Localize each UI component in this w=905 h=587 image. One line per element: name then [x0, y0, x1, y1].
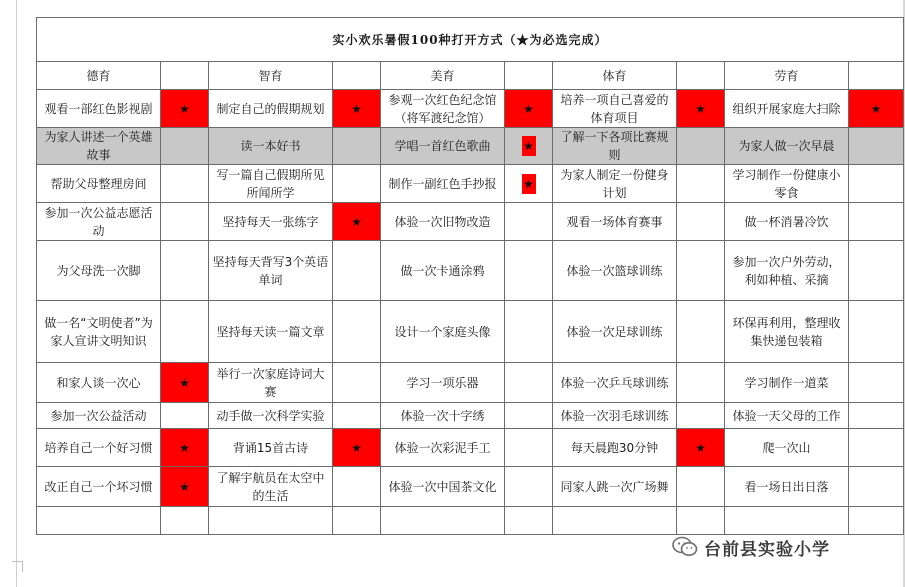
activity-cell: 为家人讲述一个英雄故事 — [37, 128, 161, 165]
table-row — [37, 467, 904, 507]
header-laoyu: 劳育 — [725, 62, 849, 90]
header-tiyu: 体育 — [553, 62, 677, 90]
activity-cell: 体验一次十字绣 — [381, 403, 505, 429]
activity-cell: 制定自己的假期规划 — [209, 90, 333, 128]
activity-cell: 帮助父母整理房间 — [37, 165, 161, 203]
activity-cell: 观看一部红色影视剧 — [37, 90, 161, 128]
star-cell — [333, 403, 381, 429]
star-cell — [677, 301, 725, 363]
activity-cell: 观看一场体育赛事 — [553, 203, 677, 241]
header-row — [37, 62, 904, 90]
margin-line — [16, 0, 17, 587]
required-star-mark: ★ — [849, 90, 904, 128]
activity-cell: 体验一次中国茶文化 — [381, 467, 505, 507]
activity-cell: 为父母洗一次脚 — [37, 241, 161, 301]
star-cell — [849, 363, 904, 403]
activity-cell — [553, 507, 677, 535]
star-cell — [849, 467, 904, 507]
star-cell — [333, 301, 381, 363]
activity-cell: 坚持每天一张练字 — [209, 203, 333, 241]
activity-cell: 学习制作一道菜 — [725, 363, 849, 403]
star-cell — [849, 403, 904, 429]
table-row — [37, 363, 904, 403]
required-star-mark: ★ — [677, 90, 725, 128]
star-cell — [333, 467, 381, 507]
activity-cell: 环保再利用，整理收集快递包装箱 — [725, 301, 849, 363]
star-cell — [161, 241, 209, 301]
activity-cell: 了解一下各项比赛规则 — [553, 128, 677, 165]
star-cell — [505, 429, 553, 467]
activity-cell: 参加一次公益活动 — [37, 403, 161, 429]
star-cell — [161, 203, 209, 241]
required-star-mark: ★ — [505, 90, 553, 128]
activity-cell: 坚持每天读一篇文章 — [209, 301, 333, 363]
table-row — [37, 241, 904, 301]
page-gutter — [0, 0, 36, 587]
activity-cell: 学习制作一份健康小零食 — [725, 165, 849, 203]
header-star-col — [677, 62, 725, 90]
star-cell — [677, 128, 725, 165]
activity-cell: 每天晨跑30分钟 — [553, 429, 677, 467]
star-cell — [677, 403, 725, 429]
activity-cell: 制作一副红色手抄报 — [381, 165, 505, 203]
star-cell — [333, 165, 381, 203]
activity-cell: 体验一次羽毛球训练 — [553, 403, 677, 429]
required-star-mark: ★ — [522, 174, 536, 194]
activity-cell — [725, 507, 849, 535]
header-deyu: 德育 — [37, 62, 161, 90]
activity-cell — [209, 507, 333, 535]
star-cell — [849, 165, 904, 203]
activity-cell: 做一名“文明使者”为家人宣讲文明知识 — [37, 301, 161, 363]
star-cell — [333, 507, 381, 535]
table-title: 实小欢乐暑假100种打开方式（★为必选完成） — [37, 18, 904, 62]
activity-cell: 学唱一首红色歌曲 — [381, 128, 505, 165]
activity-cell: 做一次卡通涂鸦 — [381, 241, 505, 301]
required-star-mark: ★ — [161, 90, 209, 128]
header-star-col — [849, 62, 904, 90]
header-star-col — [333, 62, 381, 90]
required-star-mark: ★ — [333, 203, 381, 241]
activity-cell: 为家人做一次早晨 — [725, 128, 849, 165]
activity-cell: 和家人谈一次心 — [37, 363, 161, 403]
activity-cell: 为家人制定一份健身计划 — [553, 165, 677, 203]
star-cell — [333, 241, 381, 301]
star-cell — [505, 507, 553, 535]
page-corner-mark — [12, 561, 23, 572]
activity-cell: 培养一项自己喜爱的体育项目 — [553, 90, 677, 128]
star-cell — [677, 203, 725, 241]
required-star-mark: ★ — [161, 429, 209, 467]
star-cell — [677, 165, 725, 203]
header-star-col — [505, 62, 553, 90]
activity-cell: 培养自己一个好习惯 — [37, 429, 161, 467]
star-cell — [849, 301, 904, 363]
star-cell — [505, 467, 553, 507]
star-cell — [161, 165, 209, 203]
activity-cell: 设计一个家庭头像 — [381, 301, 505, 363]
table-row — [37, 507, 904, 535]
title-row — [37, 18, 904, 62]
star-cell — [677, 363, 725, 403]
star-cell — [849, 203, 904, 241]
activity-cell: 体验一天父母的工作 — [725, 403, 849, 429]
activity-cell: 组织开展家庭大扫除 — [725, 90, 849, 128]
required-star-mark: ★ — [333, 429, 381, 467]
star-cell — [505, 203, 553, 241]
required-star-mark: ★ — [161, 363, 209, 403]
required-star-mark: ★ — [161, 467, 209, 507]
activity-cell — [37, 507, 161, 535]
activity-cell: 体验一次彩泥手工 — [381, 429, 505, 467]
activity-cell — [381, 507, 505, 535]
star-cell — [505, 165, 553, 203]
activity-cell: 体验一次篮球训练 — [553, 241, 677, 301]
table-row — [37, 301, 904, 363]
star-cell — [677, 241, 725, 301]
activity-cell: 写一篇自己假期所见所闻所学 — [209, 165, 333, 203]
activity-cell: 体验一次乒乓球训练 — [553, 363, 677, 403]
table-row — [37, 403, 904, 429]
activity-cell: 学习一项乐器 — [381, 363, 505, 403]
star-cell — [849, 128, 904, 165]
activity-cell: 参观一次红色纪念馆（将军渡纪念馆） — [381, 90, 505, 128]
activity-cell: 改正自己一个坏习惯 — [37, 467, 161, 507]
star-cell — [505, 363, 553, 403]
star-cell — [161, 301, 209, 363]
header-zhiyu: 智育 — [209, 62, 333, 90]
activity-cell: 参加一次户外劳动，利如种植、采摘 — [725, 241, 849, 301]
star-cell — [849, 507, 904, 535]
activity-cell: 看一场日出日落 — [725, 467, 849, 507]
watermark — [672, 534, 830, 560]
table-row — [37, 90, 904, 128]
star-cell — [849, 429, 904, 467]
activity-cell: 举行一次家庭诗词大赛 — [209, 363, 333, 403]
required-star-mark: ★ — [522, 136, 536, 156]
star-cell — [161, 128, 209, 165]
star-cell — [849, 241, 904, 301]
star-cell — [161, 403, 209, 429]
summer-activity-table — [36, 17, 904, 535]
activity-cell: 读一本好书 — [209, 128, 333, 165]
watermark-text: 台前县实验小学 — [704, 539, 830, 560]
star-cell — [505, 403, 553, 429]
table-row — [37, 203, 904, 241]
table-row — [37, 429, 904, 467]
wechat-icon — [672, 536, 698, 558]
star-cell — [677, 467, 725, 507]
activity-cell: 参加一次公益志愿活动 — [37, 203, 161, 241]
star-cell — [505, 241, 553, 301]
required-star-mark: ★ — [677, 429, 725, 467]
activity-cell: 同家人跳一次广场舞 — [553, 467, 677, 507]
table-row — [37, 165, 904, 203]
star-cell — [505, 128, 553, 165]
header-meiyu: 美育 — [381, 62, 505, 90]
activity-cell: 背诵15首古诗 — [209, 429, 333, 467]
activity-cell: 体验一次旧物改造 — [381, 203, 505, 241]
activity-cell: 爬一次山 — [725, 429, 849, 467]
activity-cell: 坚持每天背写3个英语单词 — [209, 241, 333, 301]
star-cell — [677, 507, 725, 535]
star-cell — [505, 301, 553, 363]
table-row — [37, 128, 904, 165]
activity-cell: 动手做一次科学实验 — [209, 403, 333, 429]
activity-cell: 了解宇航员在太空中的生活 — [209, 467, 333, 507]
activity-cell: 做一杯消暑冷饮 — [725, 203, 849, 241]
star-cell — [333, 363, 381, 403]
star-cell — [333, 128, 381, 165]
header-star-col — [161, 62, 209, 90]
activity-cell: 体验一次足球训练 — [553, 301, 677, 363]
required-star-mark: ★ — [333, 90, 381, 128]
star-cell — [161, 507, 209, 535]
